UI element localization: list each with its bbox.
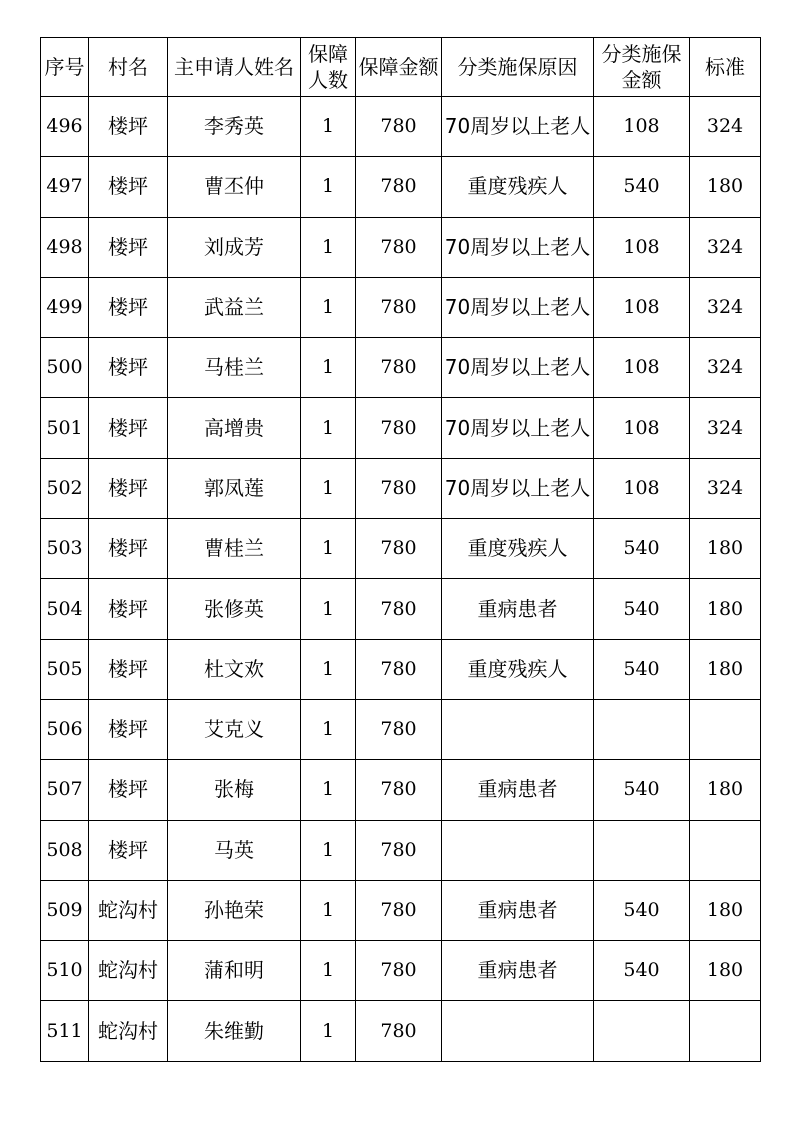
cell-standard: 324 — [690, 398, 761, 458]
cell-class-amount: 540 — [594, 760, 690, 820]
cell-seq: 506 — [41, 699, 89, 759]
cell-amount: 780 — [356, 157, 442, 217]
cell-seq: 500 — [41, 338, 89, 398]
table-row — [41, 458, 761, 518]
cell-seq: 499 — [41, 277, 89, 337]
cell-class-amount: 108 — [594, 398, 690, 458]
cell-person-count: 1 — [301, 398, 356, 458]
cell-reason: 重病患者 — [442, 760, 594, 820]
cell-seq: 511 — [41, 1001, 89, 1061]
cell-village: 楼坪 — [89, 338, 168, 398]
cell-class-amount — [594, 699, 690, 759]
table-row — [41, 97, 761, 157]
cell-class-amount — [594, 1001, 690, 1061]
cell-village: 楼坪 — [89, 519, 168, 579]
header-row — [41, 38, 761, 97]
table-row — [41, 398, 761, 458]
cell-amount: 780 — [356, 97, 442, 157]
cell-village: 楼坪 — [89, 820, 168, 880]
cell-applicant-name: 马英 — [168, 820, 301, 880]
cell-amount: 780 — [356, 217, 442, 277]
table-row — [41, 1001, 761, 1061]
cell-person-count: 1 — [301, 458, 356, 518]
cell-standard: 180 — [690, 760, 761, 820]
cell-standard: 180 — [690, 941, 761, 1001]
cell-person-count: 1 — [301, 519, 356, 579]
cell-person-count: 1 — [301, 880, 356, 940]
cell-reason: 重度残疾人 — [442, 157, 594, 217]
cell-seq: 502 — [41, 458, 89, 518]
cell-seq: 508 — [41, 820, 89, 880]
cell-standard: 324 — [690, 97, 761, 157]
header-class-amount: 分类施保金额 — [594, 38, 690, 97]
table-row — [41, 277, 761, 337]
cell-reason — [442, 820, 594, 880]
cell-amount: 780 — [356, 941, 442, 1001]
cell-class-amount — [594, 820, 690, 880]
cell-seq: 510 — [41, 941, 89, 1001]
cell-person-count: 1 — [301, 579, 356, 639]
cell-class-amount: 540 — [594, 157, 690, 217]
cell-standard: 180 — [690, 639, 761, 699]
header-applicant-name: 主申请人姓名 — [168, 38, 301, 97]
header-seq: 序号 — [41, 38, 89, 97]
cell-reason: 70周岁以上老人 — [442, 217, 594, 277]
cell-class-amount: 108 — [594, 458, 690, 518]
cell-amount: 780 — [356, 820, 442, 880]
cell-standard: 180 — [690, 880, 761, 940]
table-row — [41, 699, 761, 759]
cell-amount: 780 — [356, 579, 442, 639]
cell-amount: 780 — [356, 338, 442, 398]
cell-class-amount: 108 — [594, 338, 690, 398]
table-row — [41, 639, 761, 699]
cell-class-amount: 108 — [594, 277, 690, 337]
cell-applicant-name: 张梅 — [168, 760, 301, 820]
cell-village: 楼坪 — [89, 217, 168, 277]
cell-person-count: 1 — [301, 1001, 356, 1061]
cell-class-amount: 540 — [594, 639, 690, 699]
cell-village: 蛇沟村 — [89, 880, 168, 940]
cell-applicant-name: 马桂兰 — [168, 338, 301, 398]
header-village: 村名 — [89, 38, 168, 97]
cell-village: 楼坪 — [89, 97, 168, 157]
cell-seq: 505 — [41, 639, 89, 699]
cell-applicant-name: 朱维勤 — [168, 1001, 301, 1061]
cell-reason: 重病患者 — [442, 579, 594, 639]
cell-person-count: 1 — [301, 760, 356, 820]
cell-applicant-name: 杜文欢 — [168, 639, 301, 699]
cell-reason: 70周岁以上老人 — [442, 458, 594, 518]
table-row — [41, 579, 761, 639]
cell-amount: 780 — [356, 277, 442, 337]
cell-seq: 504 — [41, 579, 89, 639]
cell-reason: 重度残疾人 — [442, 639, 594, 699]
cell-village: 楼坪 — [89, 699, 168, 759]
table-row — [41, 820, 761, 880]
header-standard: 标准 — [690, 38, 761, 97]
cell-village: 楼坪 — [89, 398, 168, 458]
cell-village: 蛇沟村 — [89, 1001, 168, 1061]
cell-village: 蛇沟村 — [89, 941, 168, 1001]
cell-amount: 780 — [356, 398, 442, 458]
table-row — [41, 519, 761, 579]
cell-village: 楼坪 — [89, 579, 168, 639]
cell-applicant-name: 李秀英 — [168, 97, 301, 157]
cell-village: 楼坪 — [89, 639, 168, 699]
cell-standard: 324 — [690, 277, 761, 337]
cell-standard: 324 — [690, 217, 761, 277]
cell-standard: 180 — [690, 579, 761, 639]
cell-person-count: 1 — [301, 941, 356, 1001]
cell-applicant-name: 孙艳荣 — [168, 880, 301, 940]
table-body — [41, 97, 761, 1062]
cell-reason — [442, 1001, 594, 1061]
cell-reason: 70周岁以上老人 — [442, 277, 594, 337]
cell-person-count: 1 — [301, 338, 356, 398]
cell-amount: 780 — [356, 699, 442, 759]
cell-class-amount: 108 — [594, 217, 690, 277]
cell-applicant-name: 蒲和明 — [168, 941, 301, 1001]
cell-reason — [442, 699, 594, 759]
cell-person-count: 1 — [301, 157, 356, 217]
cell-standard: 180 — [690, 519, 761, 579]
cell-village: 楼坪 — [89, 458, 168, 518]
cell-person-count: 1 — [301, 97, 356, 157]
cell-seq: 509 — [41, 880, 89, 940]
cell-standard — [690, 1001, 761, 1061]
table-row — [41, 941, 761, 1001]
cell-village: 楼坪 — [89, 157, 168, 217]
cell-person-count: 1 — [301, 217, 356, 277]
cell-amount: 780 — [356, 458, 442, 518]
cell-standard: 180 — [690, 157, 761, 217]
cell-seq: 503 — [41, 519, 89, 579]
cell-standard — [690, 820, 761, 880]
cell-amount: 780 — [356, 760, 442, 820]
table-row — [41, 157, 761, 217]
cell-applicant-name: 武益兰 — [168, 277, 301, 337]
cell-class-amount: 108 — [594, 97, 690, 157]
cell-reason: 重病患者 — [442, 880, 594, 940]
cell-class-amount: 540 — [594, 579, 690, 639]
cell-standard: 324 — [690, 458, 761, 518]
cell-person-count: 1 — [301, 277, 356, 337]
cell-applicant-name: 艾克义 — [168, 699, 301, 759]
cell-applicant-name: 高增贵 — [168, 398, 301, 458]
cell-applicant-name: 刘成芳 — [168, 217, 301, 277]
header-person-count: 保障人数 — [301, 38, 356, 97]
cell-amount: 780 — [356, 639, 442, 699]
header-amount: 保障金额 — [356, 38, 442, 97]
cell-reason: 重度残疾人 — [442, 519, 594, 579]
cell-standard — [690, 699, 761, 759]
cell-seq: 496 — [41, 97, 89, 157]
cell-person-count: 1 — [301, 639, 356, 699]
cell-village: 楼坪 — [89, 760, 168, 820]
cell-reason: 70周岁以上老人 — [442, 97, 594, 157]
cell-amount: 780 — [356, 880, 442, 940]
cell-reason: 重病患者 — [442, 941, 594, 1001]
table-row — [41, 217, 761, 277]
cell-standard: 324 — [690, 338, 761, 398]
cell-seq: 497 — [41, 157, 89, 217]
assistance-table — [40, 37, 761, 1062]
cell-reason: 70周岁以上老人 — [442, 338, 594, 398]
cell-person-count: 1 — [301, 820, 356, 880]
cell-applicant-name: 曹丕仲 — [168, 157, 301, 217]
header-reason: 分类施保原因 — [442, 38, 594, 97]
cell-seq: 498 — [41, 217, 89, 277]
cell-amount: 780 — [356, 519, 442, 579]
cell-class-amount: 540 — [594, 880, 690, 940]
cell-seq: 507 — [41, 760, 89, 820]
cell-amount: 780 — [356, 1001, 442, 1061]
cell-applicant-name: 郭凤莲 — [168, 458, 301, 518]
cell-village: 楼坪 — [89, 277, 168, 337]
table-row — [41, 760, 761, 820]
cell-reason: 70周岁以上老人 — [442, 398, 594, 458]
cell-class-amount: 540 — [594, 519, 690, 579]
table-row — [41, 880, 761, 940]
cell-class-amount: 540 — [594, 941, 690, 1001]
cell-applicant-name: 张修英 — [168, 579, 301, 639]
cell-applicant-name: 曹桂兰 — [168, 519, 301, 579]
cell-seq: 501 — [41, 398, 89, 458]
cell-person-count: 1 — [301, 699, 356, 759]
table-row — [41, 338, 761, 398]
